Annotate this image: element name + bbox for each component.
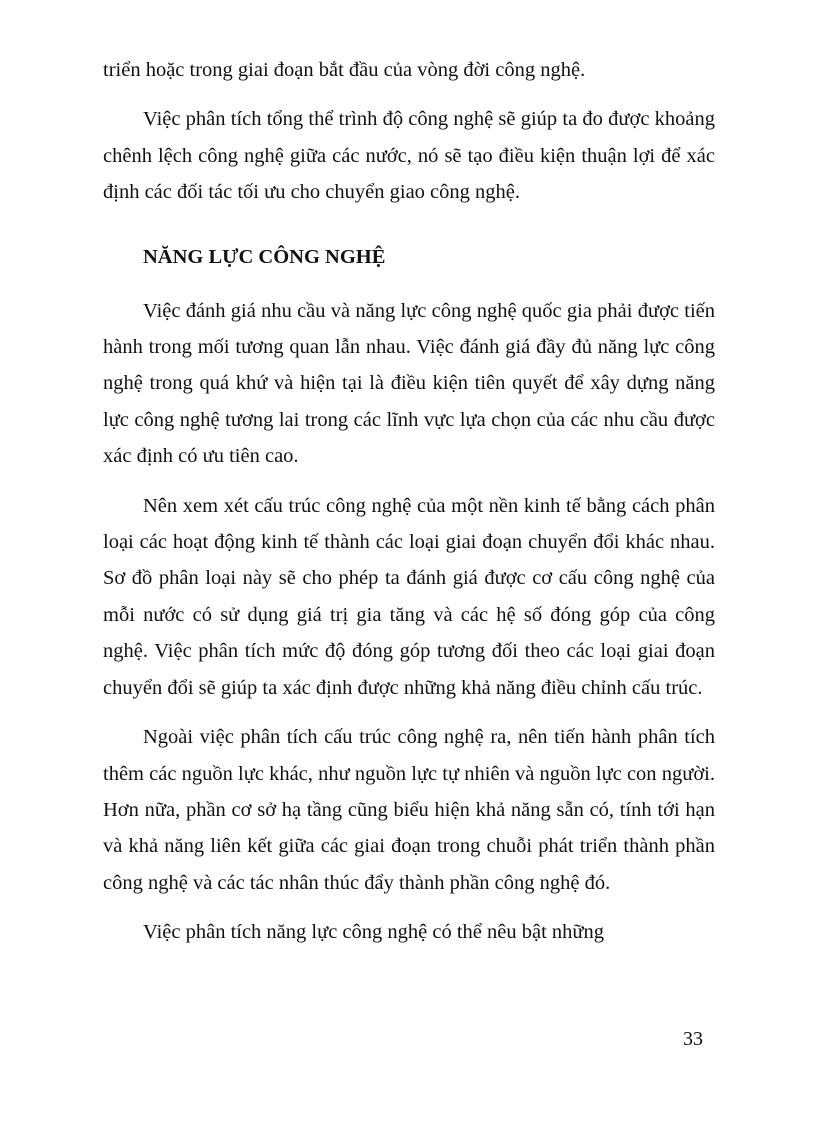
paragraph: Việc đánh giá nhu cầu và năng lực công nghệ quốc gia phải được tiến hành trong mối tương quan lẫn nhau. Việc đánh giá đầy đủ năng lực công nghệ trong quá khứ và hiện tại là điều kiện tiên quyết để xây dựng năng lực công nghệ tương lai trong các lĩnh vực lựa chọn của các nhu cầu được xác định có ưu tiên cao.: [103, 299, 715, 468]
paragraph-continuation: triển hoặc trong giai đoạn bắt đầu của vòng đời công nghệ.: [103, 59, 586, 81]
paragraph-truncated: Việc phân tích năng lực công nghệ có thể nêu bật những: [143, 921, 605, 944]
paragraph: Nên xem xét cấu trúc công nghệ của một nền kinh tế bằng cách phân loại các hoạt động kinh tế thành các loại giai đoạn chuyển đổi khác nhau. Sơ đồ phân loại này sẽ cho phép ta đánh giá được cơ cấu công nghệ của mỗi nước có sử dụng giá trị gia tăng và các hệ số đóng góp của công nghệ. Việc phân tích mức độ đóng góp tương đối theo các loại giai đoạn chuyển đổi sẽ giúp ta xác định được những khả năng điều chỉnh cấu trúc.: [103, 494, 715, 699]
page-number: 33: [683, 1028, 703, 1050]
body-text: [103, 52, 715, 964]
paragraph: Ngoài việc phân tích cấu trúc công nghệ ra, nên tiến hành phân tích thêm các nguồn lực khác, như nguồn lực tự nhiên và nguồn lực con người. Hơn nữa, phần cơ sở hạ tầng cũng biểu hiện khả năng sẵn có, tính tới hạn và khả năng liên kết giữa các giai đoạn trong chuỗi phát triển thành phần công nghệ và các tác nhân thúc đẩy thành phần công nghệ đó.: [103, 726, 715, 894]
paragraph: Việc phân tích tổng thể trình độ công nghệ sẽ giúp ta đo được khoảng chênh lệch công nghệ giữa các nước, nó sẽ tạo điều kiện thuận lợi để xác định các đối tác tối ưu cho chuyển giao công nghệ.: [103, 108, 715, 204]
section-heading: NĂNG LỰC CÔNG NGHỆ: [143, 245, 386, 268]
